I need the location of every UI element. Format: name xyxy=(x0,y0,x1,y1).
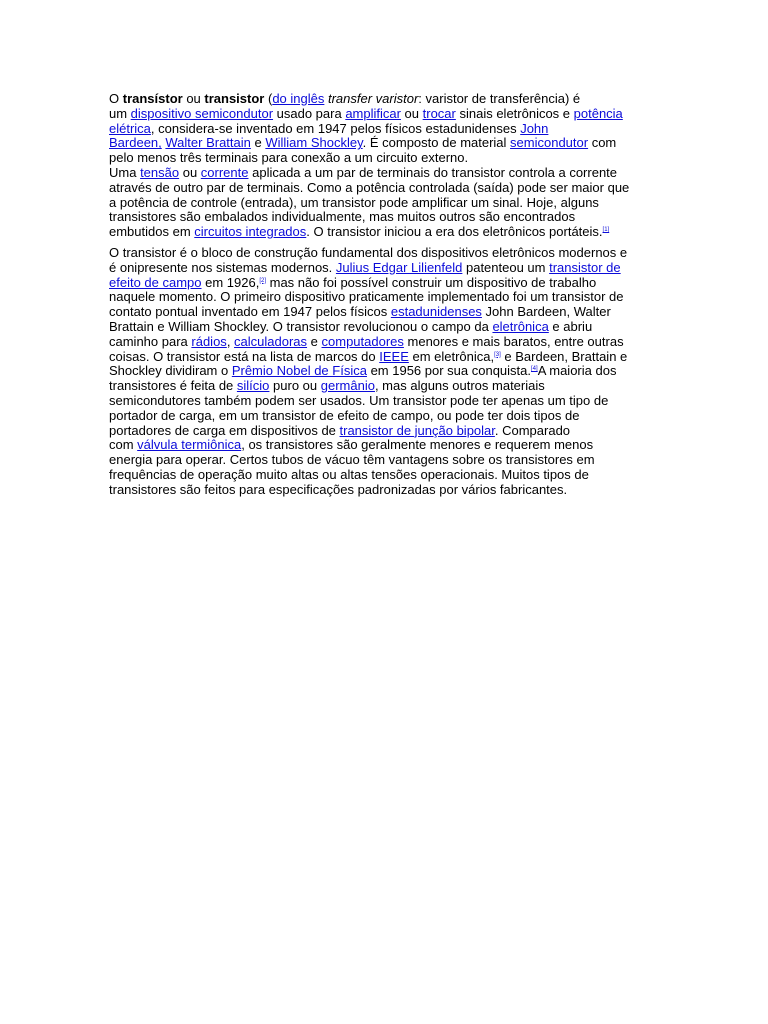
reference-4[interactable] xyxy=(531,366,538,372)
link-potencia-eletrica[interactable]: elétrica xyxy=(109,120,151,136)
link-eletronica[interactable]: eletrônica xyxy=(492,318,549,334)
link-germanio[interactable]: germânio xyxy=(320,378,375,394)
text-line xyxy=(109,261,654,276)
text-line: através de outro par de terminais. Como a potência controlada (saída) pode ser maior que xyxy=(109,179,630,195)
text-line xyxy=(109,166,654,181)
link-walter-brattain[interactable]: Walter Brattain xyxy=(165,135,251,151)
text: coisas. O transistor está na lista de marcos do xyxy=(109,348,380,364)
reference-2[interactable] xyxy=(259,278,266,284)
link-calculadoras[interactable]: calculadoras xyxy=(234,333,308,349)
link-julius-edgar-lilienfeld[interactable]: Julius Edgar Lilienfeld xyxy=(335,259,463,275)
text: puro ou xyxy=(269,378,321,394)
text-line: pelo menos três terminais para conexão a um circuito externo. xyxy=(109,150,469,166)
link-estadunidenses[interactable]: estadunidenses xyxy=(390,304,482,320)
text: e xyxy=(250,135,266,151)
link-radios[interactable]: rádios xyxy=(191,333,227,349)
link-transistor-de-juncao-bipolar[interactable]: transistor de junção bipolar xyxy=(339,422,495,438)
link-silicio[interactable]: silício xyxy=(236,378,270,394)
text: com xyxy=(109,437,138,453)
link-do-ingles[interactable]: do inglês xyxy=(272,91,325,106)
term-italic: transfer varistor xyxy=(327,91,419,106)
text: John Bardeen, Walter xyxy=(481,304,611,320)
text: A maioria dos xyxy=(537,363,617,379)
link-premio-nobel-de-fisica[interactable]: Prêmio Nobel de Física xyxy=(231,363,367,379)
reference-1[interactable] xyxy=(603,227,610,233)
reference-link[interactable]: [1] xyxy=(602,227,610,234)
text-line xyxy=(109,320,654,335)
article-body xyxy=(109,92,654,498)
text-line: frequências de operação muito altas ou altas tensões operacionais. Muitos tipos de xyxy=(109,466,589,482)
text-line xyxy=(109,136,654,151)
text: Uma xyxy=(109,164,141,180)
text: usado para xyxy=(273,105,346,121)
reference-link[interactable]: [4] xyxy=(531,366,538,373)
link-transistor-de-efeito-de-campo[interactable]: transistor de xyxy=(549,259,621,275)
text-line: transistores são embalados individualmente, mas muitos outros são encontrados xyxy=(109,209,576,225)
text: e xyxy=(307,333,322,349)
text: ou xyxy=(400,105,423,121)
text: ou xyxy=(182,91,205,106)
text-line xyxy=(109,350,654,365)
text-line xyxy=(109,122,654,137)
text-line xyxy=(109,424,654,439)
text-line xyxy=(109,335,654,350)
reference-link[interactable]: [3] xyxy=(494,351,501,358)
text-line xyxy=(109,107,654,122)
text: , considera-se inventado em 1947 pelos físicos estadunidenses xyxy=(150,120,521,136)
text: menores e mais baratos, entre outras xyxy=(403,333,624,349)
link-william-shockley[interactable]: William Shockley xyxy=(265,135,363,151)
link-transistor-de-efeito-de-campo[interactable]: efeito de campo xyxy=(109,274,202,290)
text: , os transistores são geralmente menores e requerem menos xyxy=(241,437,594,453)
text-line: O transistor é o bloco de construção fundamental dos dispositivos eletrônicos modernos e xyxy=(109,244,628,260)
text-line: energia para operar. Certos tubos de vácuo têm vantagens sobre os transistores em xyxy=(109,452,595,468)
link-dispositivo-semicondutor[interactable]: dispositivo semicondutor xyxy=(130,105,274,121)
link-corrente[interactable]: corrente xyxy=(200,164,249,180)
text: . O transistor iniciou a era dos eletrônicos portáteis. xyxy=(306,224,603,240)
text: embutidos em xyxy=(109,224,195,240)
link-john-bardeen[interactable]: John xyxy=(520,120,549,136)
term-bold: transistor xyxy=(204,91,265,106)
text: . Comparado xyxy=(494,422,571,438)
link-valvula-termionica[interactable]: válvula termiônica xyxy=(137,437,242,453)
text-line xyxy=(109,225,654,240)
text: sinais eletrônicos e xyxy=(455,105,574,121)
reference-link[interactable]: [2] xyxy=(259,277,267,284)
paragraph-1 xyxy=(109,92,654,240)
text: em eletrônica, xyxy=(408,348,495,364)
text: e abriu xyxy=(548,318,593,334)
link-computadores[interactable]: computadores xyxy=(321,333,404,349)
text: um xyxy=(109,105,131,121)
link-trocar[interactable]: trocar xyxy=(422,105,456,121)
text-line xyxy=(109,276,654,291)
text: aplicada a um par de terminais do transistor controla a corrente xyxy=(248,164,618,180)
text: . É composto de material xyxy=(362,135,511,151)
reference-3[interactable] xyxy=(494,352,501,358)
text: com xyxy=(588,135,617,151)
text: caminho para xyxy=(109,333,192,349)
text-line xyxy=(109,305,654,320)
text-line: semicondutores também podem ser usados. Um transistor pode ter apenas um tipo de xyxy=(109,392,609,408)
text-line xyxy=(109,364,654,379)
link-amplificar[interactable]: amplificar xyxy=(345,105,401,121)
link-tensao[interactable]: tensão xyxy=(140,164,180,180)
text: ou xyxy=(179,164,201,180)
link-ieee[interactable]: IEEE xyxy=(379,348,409,364)
text: Shockley dividiram o xyxy=(109,363,232,379)
text: , mas alguns outros materiais xyxy=(374,378,545,394)
text: Brattain e William Shockley. O transistor revolucionou o campo da xyxy=(109,318,493,334)
link-circuitos-integrados[interactable]: circuitos integrados xyxy=(194,224,307,240)
text-line: portador de carga, em um transistor de efeito de campo, ou pode ter dois tipos de xyxy=(109,407,580,423)
text: em 1956 por sua conquista. xyxy=(366,363,532,379)
text-line xyxy=(109,379,654,394)
text: , xyxy=(226,333,235,349)
text: O xyxy=(109,91,123,106)
text: ( xyxy=(264,91,273,106)
text: é onipresente nos sistemas modernos. xyxy=(109,259,336,275)
term-bold: transístor xyxy=(122,91,183,106)
text-line: transistores são feitos para especificações padronizadas por vários fabricantes. xyxy=(109,481,568,497)
text: portadores de carga em dispositivos de xyxy=(109,422,340,438)
text: e Bardeen, Brattain e xyxy=(500,348,628,364)
paragraph-2 xyxy=(109,246,654,498)
link-potencia-eletrica[interactable]: potência xyxy=(573,105,623,121)
link-john-bardeen[interactable]: Bardeen, xyxy=(109,135,162,151)
text: : varistor de transferência) é xyxy=(418,91,581,106)
text-line: a potência de controle (entrada), um transistor pode amplificar um sinal. Hoje, alguns xyxy=(109,194,599,210)
text: transistores é feita de xyxy=(109,378,237,394)
text: contato pontual inventado em 1947 pelos físicos xyxy=(109,304,391,320)
text-line xyxy=(109,438,654,453)
text: em 1926, xyxy=(201,274,260,290)
text-line: naquele momento. O primeiro dispositivo praticamente implementado foi um transistor de xyxy=(109,289,624,305)
text: mas não foi possível construir um dispositivo de trabalho xyxy=(266,274,597,290)
text-line xyxy=(109,92,654,107)
link-semicondutor[interactable]: semicondutor xyxy=(510,135,589,151)
text: patenteou um xyxy=(462,259,550,275)
